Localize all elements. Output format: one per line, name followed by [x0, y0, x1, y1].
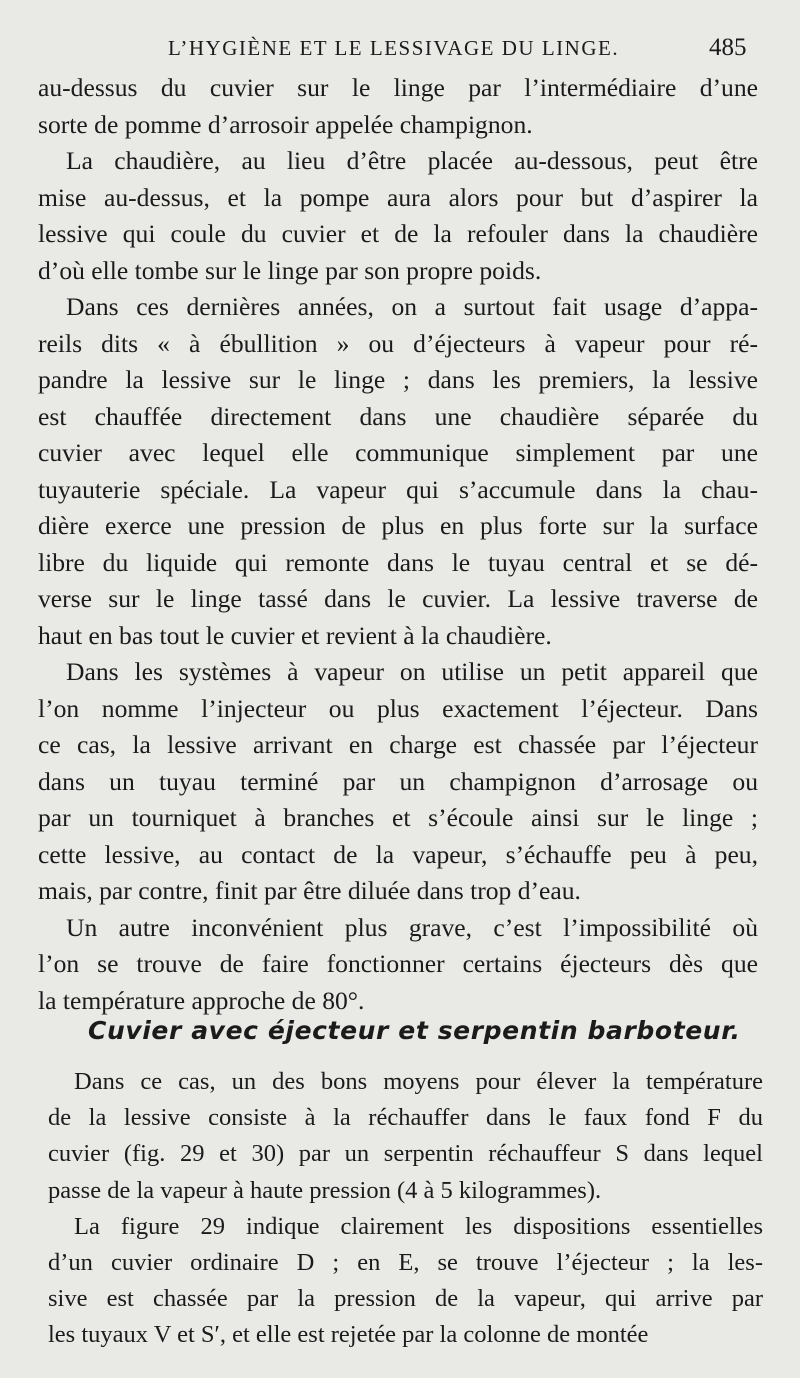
text-line: La figure 29 indique clairement les dispositions essentielles: [74, 1212, 763, 1240]
section-text: [48, 1064, 763, 1354]
text-line: sive est chassée par la pression de la vapeur, qui arrive par: [48, 1285, 763, 1313]
text-line: cette lessive, au contact de la vapeur, s’échauffe peu à peu,: [38, 839, 758, 869]
paragraph: [38, 910, 758, 1020]
paragraph: [48, 1064, 763, 1209]
text-line: l’on nomme l’injecteur ou plus exactement l’éjecteur. Dans: [38, 693, 758, 723]
text-line: les tuyaux V et S′, et elle est rejetée par la colonne de montée: [48, 1321, 649, 1349]
text-line: cuvier (fig. 29 et 30) par un serpentin réchauffeur S dans lequel: [48, 1140, 763, 1168]
page-header: [0, 30, 800, 70]
paragraph: [38, 70, 758, 143]
running-title: L’HYGIÈNE ET LE LESSIVAGE DU LINGE.: [168, 36, 620, 60]
text-line: tuyauterie spéciale. La vapeur qui s’accumule dans la chau-: [38, 474, 758, 504]
text-line: d’où elle tombe sur le linge par son propre poids.: [38, 255, 542, 285]
text-line: libre du liquide qui remonte dans le tuyau central et se dé-: [38, 547, 758, 577]
text-line: Dans ces dernières années, on a surtout fait usage d’appa-: [66, 292, 758, 321]
main-text: [38, 70, 758, 1019]
text-line: passe de la vapeur à haute pression (4 à 5 kilogrammes).: [48, 1176, 602, 1204]
text-line: haut en bas tout le cuvier et revient à la chaudière.: [38, 620, 552, 650]
text-line: est chauffée directement dans une chaudière séparée du: [38, 401, 758, 431]
text-line: la température approche de 80°.: [38, 985, 365, 1015]
text-line: au-dessus du cuvier sur le linge par l’intermédiaire d’une: [38, 73, 758, 102]
text-line: mise au-dessus, et la pompe aura alors pour but d’aspirer la: [38, 182, 758, 212]
text-line: Un autre inconvénient plus grave, c’est l’impossibilité où: [66, 912, 758, 942]
text-line: La chaudière, au lieu d’être placée au-dessous, peut être: [66, 146, 758, 175]
paragraph: [38, 289, 758, 654]
section-heading: Cuvier avec éjecteur et serpentin barboteur.: [88, 1016, 741, 1045]
text-line: par un tourniquet à branches et s’écoule ainsi sur le linge ;: [38, 803, 758, 832]
paragraph: [48, 1209, 763, 1354]
text-line: l’on se trouve de faire fonctionner certains éjecteurs dès que: [38, 949, 758, 978]
text-line: d’un cuvier ordinaire D ; en E, se trouve l’éjecteur ; la les-: [48, 1249, 763, 1277]
text-line: mais, par contre, finit par être diluée dans trop d’eau.: [38, 876, 581, 905]
text-line: ce cas, la lessive arrivant en charge est chassée par l’éjecteur: [38, 730, 758, 759]
text-line: verse sur le linge tassé dans le cuvier. La lessive traverse de: [38, 584, 758, 613]
text-line: dière exerce une pression de plus en plus forte sur la surface: [38, 511, 758, 540]
text-line: cuvier avec lequel elle communique simplement par une: [38, 438, 758, 467]
text-line: sorte de pomme d’arrosoir appelée champignon.: [38, 109, 533, 139]
page-number: 485: [709, 34, 747, 61]
paragraph: [38, 654, 758, 910]
text-line: dans un tuyau terminé par un champignon d’arrosage ou: [38, 766, 758, 796]
paragraph: [38, 143, 758, 289]
text-line: pandre la lessive sur le linge ; dans les premiers, la lessive: [38, 365, 758, 394]
text-line: Dans ce cas, un des bons moyens pour élever la température: [74, 1068, 763, 1095]
text-line: Dans les systèmes à vapeur on utilise un petit appareil que: [66, 657, 758, 686]
text-line: de la lessive consiste à la réchauffer dans le faux fond F du: [48, 1104, 763, 1132]
text-line: lessive qui coule du cuvier et de la refouler dans la chaudière: [38, 219, 758, 248]
text-line: reils dits « à ébullition » ou d’éjecteurs à vapeur pour ré-: [38, 328, 758, 358]
